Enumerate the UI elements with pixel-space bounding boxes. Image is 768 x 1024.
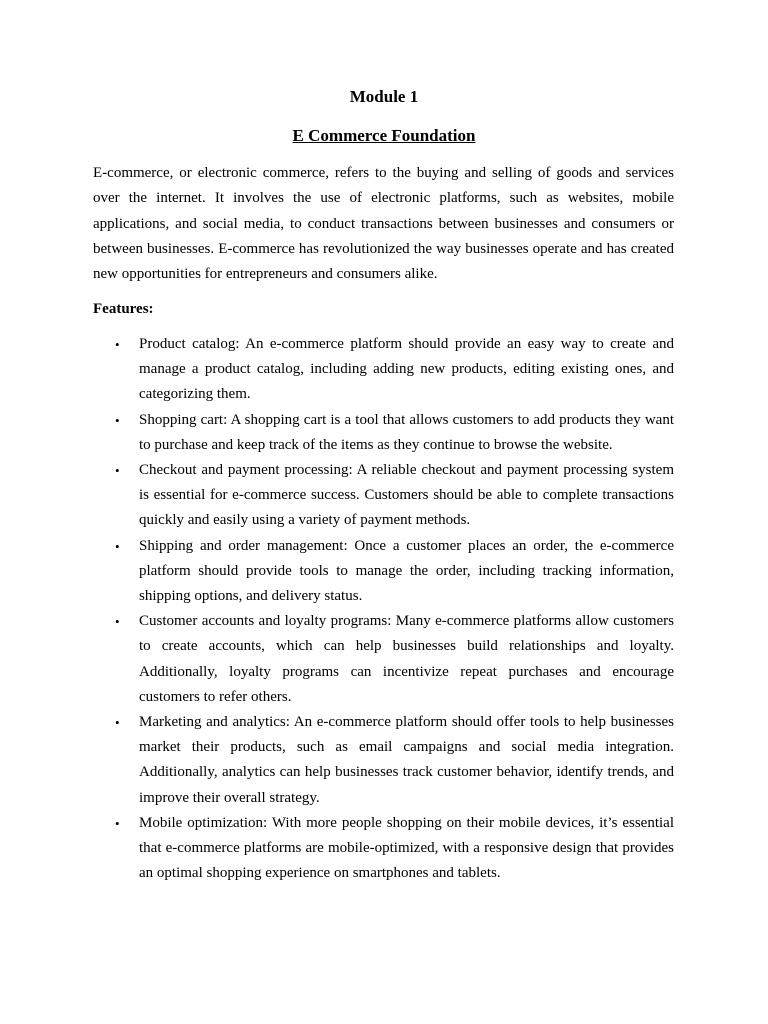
bullet-icon: •	[115, 337, 120, 352]
feature-text: Marketing and analytics: An e-commerce platform should offer tools to help businesses market their products, such as email campaigns and social media integration. Additionally, analytics can help businesses track customer behavior, identify trends, and improve their overall strategy.	[139, 714, 674, 806]
module-title: Module 1	[349, 87, 419, 106]
feature-item	[115, 534, 674, 610]
feature-list	[115, 332, 674, 886]
bullet-icon: •	[115, 715, 120, 731]
page-title: E Commerce Foundation	[292, 126, 476, 145]
feature-text: Shopping cart: A shopping cart is a tool that allows customers to add products they want to purchase and keep track of the items as they continue to browse the website.	[139, 411, 674, 453]
feature-item	[115, 811, 674, 887]
features-heading: Features:	[93, 301, 154, 317]
feature-item	[115, 458, 674, 534]
feature-item	[115, 332, 674, 408]
feature-item	[115, 408, 674, 458]
feature-text: Shipping and order management: Once a customer places an order, the e-commerce platform should provide tools to manage the order, including tracking information, shipping options, and delivery status.	[139, 537, 674, 605]
feature-text: Checkout and payment processing: A reliable checkout and payment processing system is essential for e-commerce success. Customers should be able to complete transactions quickly and easily using a variety of payment methods.	[139, 462, 674, 529]
bullet-icon: •	[115, 614, 120, 630]
intro-paragraph: E-commerce, or electronic commerce, refers to the buying and selling of goods and services over the internet. It involves the use of electronic platforms, such as websites, mobile applications, and social media, to conduct transactions between businesses and consumers or between businesses. E-commerce has revolutionized the way businesses operate and has created new opportunities for entrepreneurs and consumers alike.	[93, 165, 674, 283]
feature-text: Mobile optimization: With more people shopping on their mobile devices, it’s essential that e-commerce platforms are mobile-optimized, with a responsive design that provides an optimal shopping experience on smartphones and tablets.	[139, 814, 674, 882]
feature-item	[115, 710, 674, 811]
feature-item	[115, 609, 674, 710]
bullet-icon: •	[115, 815, 120, 831]
bullet-icon: •	[115, 538, 120, 554]
feature-text: Product catalog: An e-commerce platform should provide an easy way to create and manage a product catalog, including adding new products, editing existing ones, and categorizing them.	[139, 336, 674, 403]
bullet-icon: •	[115, 463, 120, 479]
bullet-icon: •	[115, 412, 120, 428]
feature-text: Customer accounts and loyalty programs: Many e-commerce platforms allow customers to create accounts, which can help businesses build relationships and loyalty. Additionally, loyalty programs can incentivize repeat purchases and encourage customers to refer others.	[139, 613, 674, 705]
